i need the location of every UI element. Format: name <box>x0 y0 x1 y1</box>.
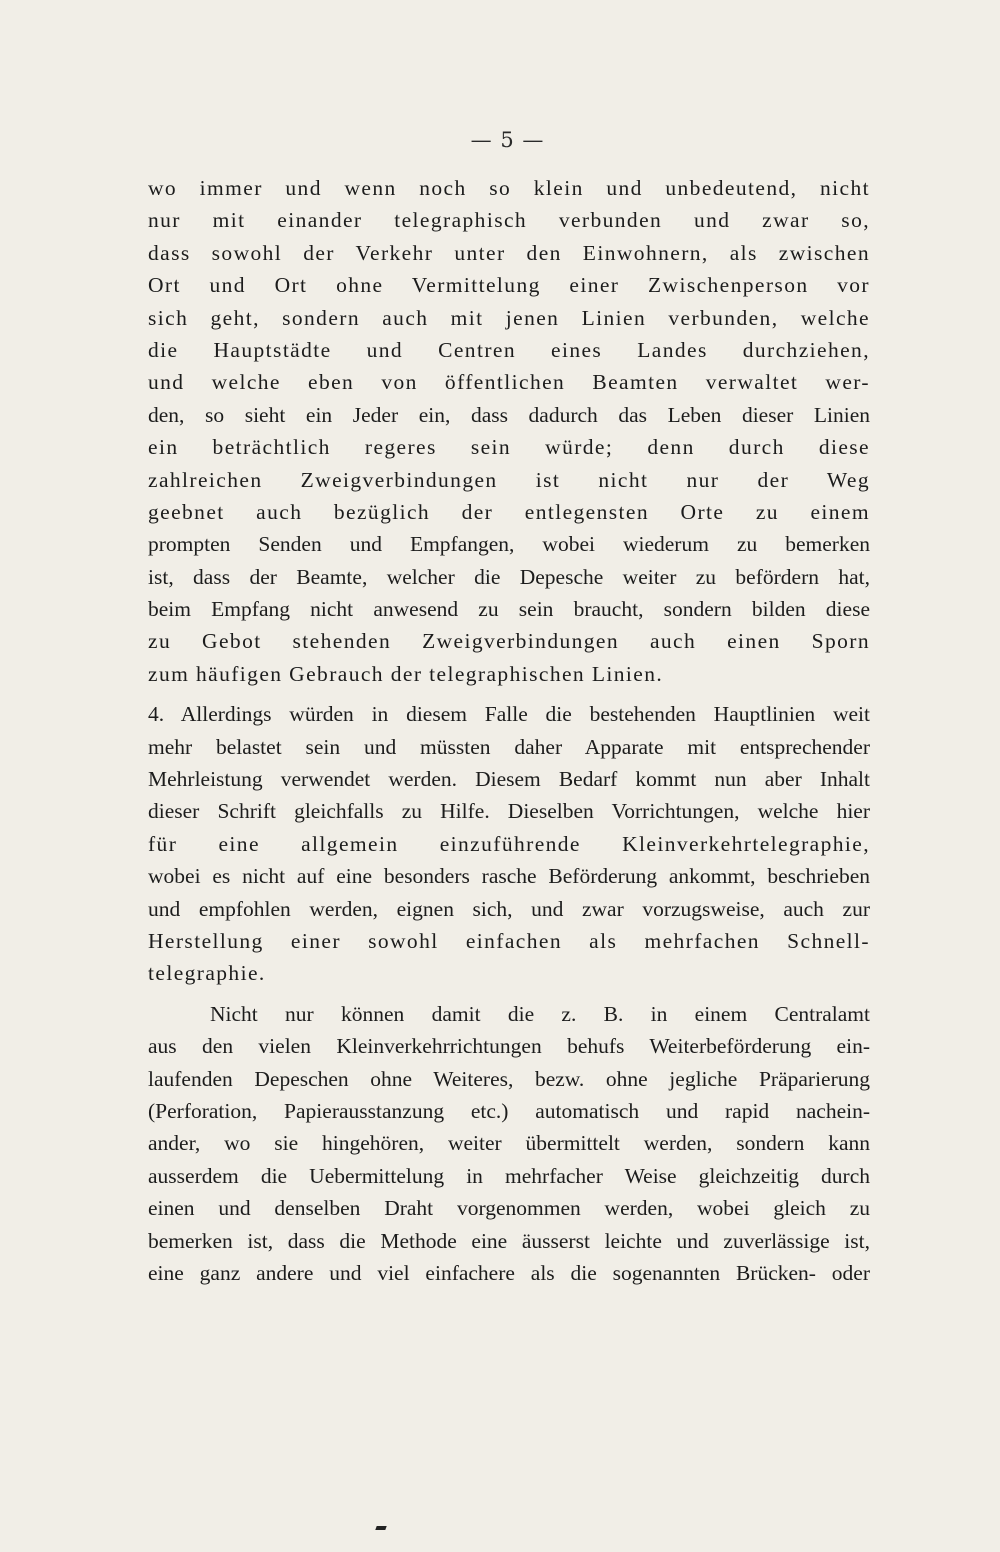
text-line: beim Empfang nicht anwesend zu sein braucht, sondern bilden diese <box>148 597 870 622</box>
text-line: 4. Allerdings würden in diesem Falle die bestehenden Hauptlinien weit <box>148 702 870 727</box>
text-line: ein beträchtlich regeres sein würde; denn durch diese <box>148 435 870 460</box>
text-line: zahlreichen Zweigverbindungen ist nicht nur der Weg <box>148 467 870 492</box>
text-line: bemerken ist, dass die Methode eine äusserst leichte und zuverlässige ist, <box>148 1228 870 1253</box>
text-line: den, so sieht ein Jeder ein, dass dadurch das Leben dieser Linien <box>148 402 870 427</box>
ink-mark <box>375 1526 386 1530</box>
text-line: (Perforation, Papierausstanzung etc.) automatisch und rapid nachein- <box>148 1098 870 1123</box>
text-line: wo immer und wenn noch so klein und unbedeutend, nicht <box>148 176 870 200</box>
text-line: telegraphie. <box>148 961 266 986</box>
text-line: und empfohlen werden, eignen sich, und zwar vorzugsweise, auch zur <box>148 896 870 921</box>
text-line: die Hauptstädte und Centren eines Landes durchziehen, <box>148 337 870 362</box>
text-line: ausserdem die Uebermittelung in mehrfacher Weise gleichzeitig durch <box>148 1163 870 1188</box>
paragraph-gap <box>148 690 870 698</box>
text-line: zum häufigen Gebrauch der telegraphischen Linien. <box>148 661 664 686</box>
text-line: Nicht nur können damit die z. B. in einem Centralamt <box>210 1001 870 1026</box>
paragraph-gap <box>148 990 870 998</box>
text-line: nur mit einander telegraphisch verbunden und zwar so, <box>148 208 870 233</box>
text-line: sich geht, sondern auch mit jenen Linien verbunden, welche <box>148 305 870 330</box>
text-line: aus den vielen Kleinverkehrrichtungen behufs Weiterbeförderung ein- <box>148 1034 870 1059</box>
text-line: Herstellung einer sowohl einfachen als mehrfachen Schnell- <box>148 928 870 953</box>
text-line: prompten Senden und Empfangen, wobei wiederum zu bemerken <box>148 532 870 557</box>
text-line: laufenden Depeschen ohne Weiteres, bezw. ohne jegliche Präparierung <box>148 1066 870 1091</box>
text-line: dass sowohl der Verkehr unter den Einwohnern, als zwischen <box>148 240 870 265</box>
text-line: dieser Schrift gleichfalls zu Hilfe. Dieselben Vorrichtungen, welche hier <box>148 799 870 824</box>
text-line: ander, wo sie hingehören, weiter übermittelt werden, sondern kann <box>148 1131 870 1156</box>
text-line: geebnet auch bezüglich der entlegensten Orte zu einem <box>148 499 870 524</box>
text-line: mehr belastet sein und müssten daher Apparate mit entsprechender <box>148 734 870 759</box>
text-line: zu Gebot stehenden Zweigverbindungen auch einen Sporn <box>148 629 870 654</box>
text-line: ist, dass der Beamte, welcher die Depesche weiter zu befördern hat, <box>148 564 870 589</box>
body-text <box>148 172 870 1289</box>
text-line: eine ganz andere und viel einfachere als die sogenannten Brücken- oder <box>148 1260 870 1285</box>
text-line: Mehrleistung verwendet werden. Diesem Bedarf kommt nun aber Inhalt <box>148 767 870 792</box>
text-line: für eine allgemein einzuführende Kleinverkehrtelegraphie, <box>148 831 870 856</box>
text-line: wobei es nicht auf eine besonders rasche Beförderung ankommt, beschrieben <box>148 864 870 889</box>
text-line: einen und denselben Draht vorgenommen werden, wobei gleich zu <box>148 1196 870 1221</box>
page-number: — 5 — <box>470 128 545 152</box>
text-line: Ort und Ort ohne Vermittelung einer Zwischenperson vor <box>148 273 870 298</box>
text-line: und welche eben von öffentlichen Beamten verwaltet wer- <box>148 370 870 395</box>
